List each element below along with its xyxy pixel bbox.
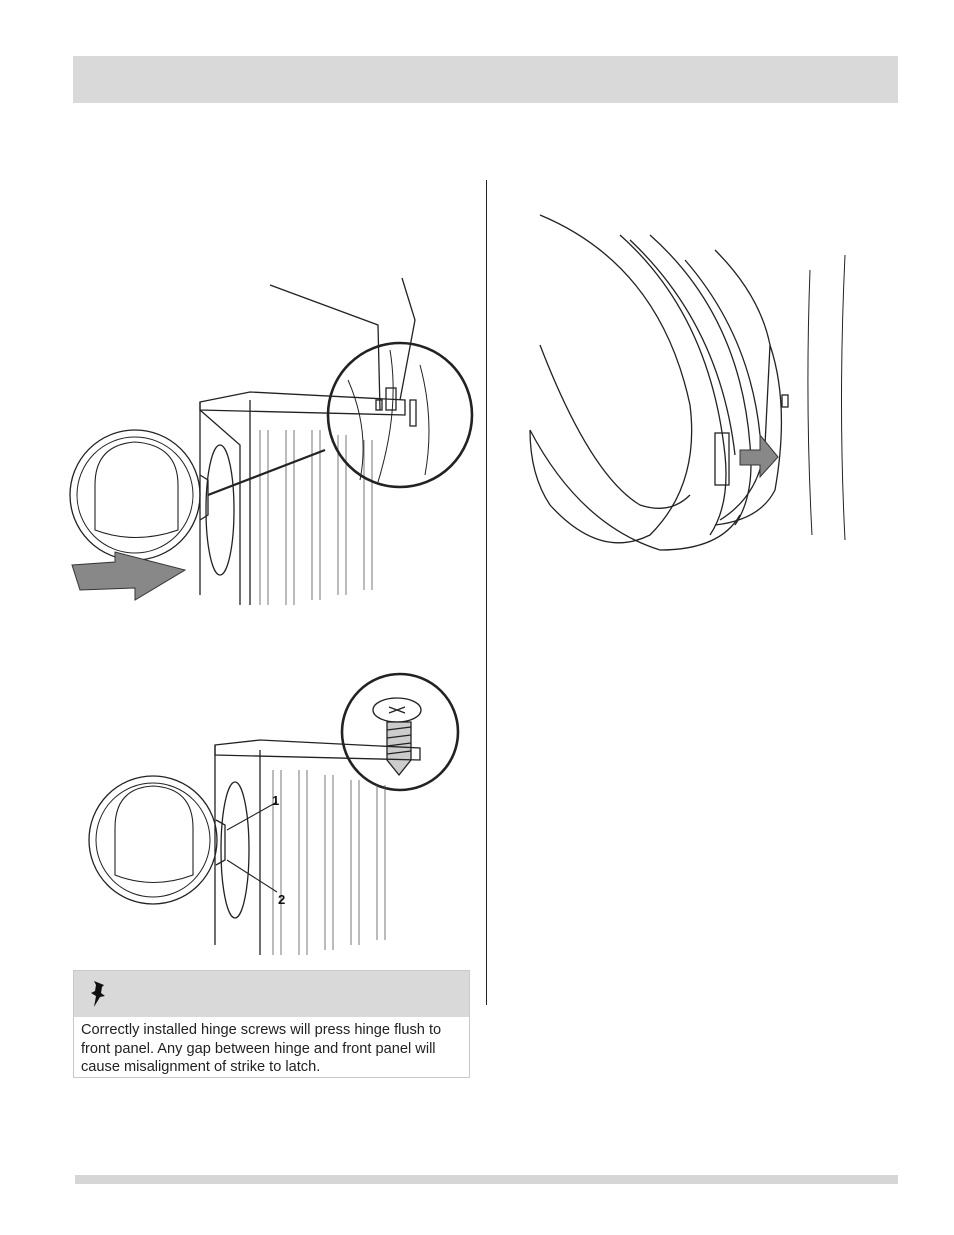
column-divider xyxy=(486,180,487,1005)
dryer-side-ribs xyxy=(260,430,372,605)
figure-door-removal xyxy=(60,270,480,615)
callout-label-1: 1 xyxy=(272,793,280,808)
note-box xyxy=(73,970,470,1078)
dryer-top xyxy=(200,392,405,415)
door-ring xyxy=(70,430,200,560)
figure-door-close xyxy=(520,205,860,555)
leader-line-2 xyxy=(400,278,415,400)
pull-direction-arrow xyxy=(72,552,185,600)
hinge-screw-illustration xyxy=(85,670,475,960)
footer-bar xyxy=(75,1175,898,1184)
screw-icon xyxy=(373,698,421,775)
note-text: Correctly installed hinge screws will press hinge flush to front panel. Any gap between hinge and front panel will cause misalignment of strike to latch. xyxy=(81,1022,442,1075)
door-removal-illustration xyxy=(60,270,480,615)
door-opening xyxy=(206,445,234,575)
note-header xyxy=(74,971,469,1017)
door-glass xyxy=(95,442,178,538)
callout-label-2: 2 xyxy=(278,892,286,907)
figure-hinge-screws xyxy=(85,670,475,960)
header-bar xyxy=(73,56,898,103)
door-close-illustration xyxy=(520,205,860,555)
door-ring xyxy=(89,776,217,904)
leader-line-1 xyxy=(270,285,380,410)
pushpin-icon xyxy=(88,979,110,1014)
